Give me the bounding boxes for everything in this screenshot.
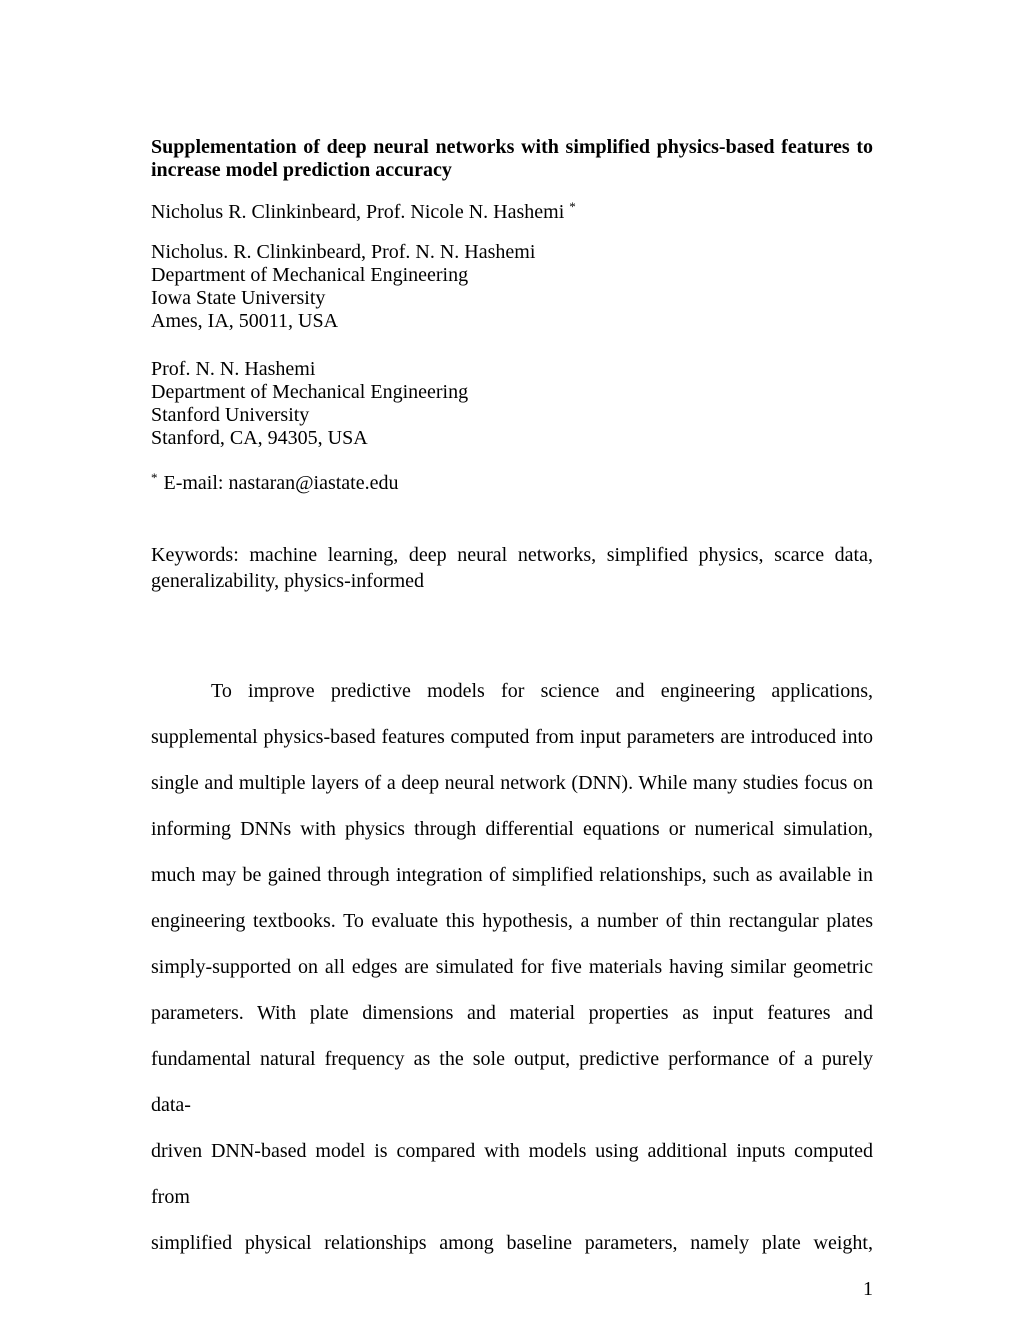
affiliation-line: Department of Mechanical Engineering <box>151 264 469 286</box>
abstract-line: driven DNN-based model is compared with models using additional inputs computed from <box>151 1140 873 1208</box>
paper-title <box>151 136 873 182</box>
email-text: E-mail: nastaran@iastate.edu <box>163 472 399 494</box>
keywords-line: Keywords: machine learning, deep neural networks, simplified physics, scarce data, <box>151 544 873 566</box>
abstract-line: supplemental physics-based features computed from input parameters are introduced into <box>151 726 873 748</box>
affiliation-block-stanford <box>151 358 873 450</box>
abstract-line: much may be gained through integration of simplified relationships, such as available in <box>151 864 873 886</box>
abstract-paragraph <box>151 668 873 1266</box>
page-number: 1 <box>863 1278 873 1300</box>
affiliation-line: Stanford, CA, 94305, USA <box>151 427 368 449</box>
author-byline <box>151 201 873 224</box>
affiliation-line: Department of Mechanical Engineering <box>151 381 469 403</box>
affiliation-line: Nicholus. R. Clinkinbeard, Prof. N. N. Hashemi <box>151 241 536 263</box>
affiliation-block-iowa-state <box>151 241 873 333</box>
affiliation-line: Stanford University <box>151 404 310 426</box>
abstract-line: single and multiple layers of a deep neural network (DNN). While many studies focus on <box>151 772 873 794</box>
corresponding-author-mark: * <box>569 199 576 214</box>
title-line: increase model prediction accuracy <box>151 159 452 181</box>
affiliation-line: Ames, IA, 50011, USA <box>151 310 339 332</box>
abstract-line: engineering textbooks. To evaluate this hypothesis, a number of thin rectangular plates <box>151 910 873 932</box>
affiliation-line: Iowa State University <box>151 287 326 309</box>
affiliation-line: Prof. N. N. Hashemi <box>151 358 316 380</box>
keywords <box>151 542 873 594</box>
email-line <box>151 472 873 495</box>
abstract-line: simply-supported on all edges are simulated for five materials having similar geometric <box>151 956 873 978</box>
title-line: Supplementation of deep neural networks with simplified physics-based features to <box>151 136 873 158</box>
abstract-line: fundamental natural frequency as the sole output, predictive performance of a purely data- <box>151 1048 873 1116</box>
keywords-line: generalizability, physics-informed <box>151 570 425 592</box>
abstract-line: informing DNNs with physics through differential equations or numerical simulation, <box>151 818 873 840</box>
author-names: Nicholus R. Clinkinbeard, Prof. Nicole N. Hashemi <box>151 201 565 223</box>
email-footnote-mark: * <box>151 470 158 485</box>
abstract-line: parameters. With plate dimensions and material properties as input features and <box>151 1002 873 1024</box>
abstract-line: simplified physical relationships among baseline parameters, namely plate weight, <box>151 1232 873 1254</box>
abstract-line: To improve predictive models for science and engineering applications, <box>211 680 873 702</box>
